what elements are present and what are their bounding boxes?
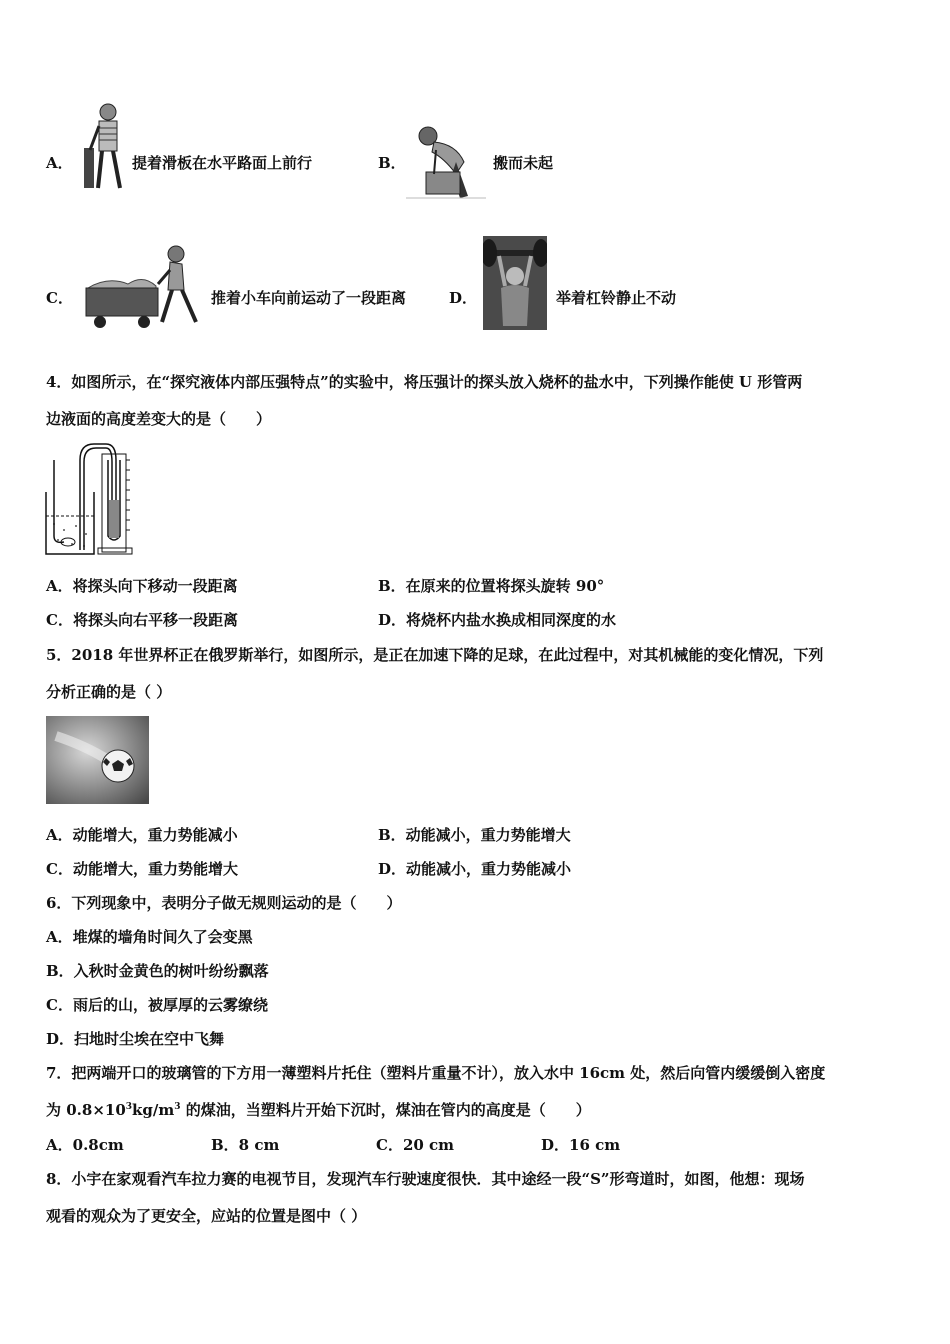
q3-option-a-text: 提着滑板在水平路面上前行 xyxy=(132,154,313,172)
boy-carrying-skateboard-image xyxy=(82,100,132,200)
q4-option-b: B．在原来的位置将探头旋转 90° xyxy=(378,577,605,595)
q3-option-c-letter: C． xyxy=(46,289,73,307)
q3-option-b-letter: B． xyxy=(378,154,406,172)
q4-option-c: C．将探头向右平移一段距离 xyxy=(46,611,238,629)
q3-option-c-text: 推着小车向前运动了一段距离 xyxy=(211,289,407,307)
q5-stem-line2: 分析正确的是（ ） xyxy=(46,683,172,701)
q8-stem-line1: 8．小宇在家观看汽车拉力赛的电视节目，发现汽车行驶速度很快．其中途经一段“S”形弯道时，如图，他想：现场 xyxy=(46,1170,805,1188)
q4-stem-line2: 边液面的高度差变大的是（ ） xyxy=(46,410,272,428)
q7-option-b: B．8 cm xyxy=(211,1136,280,1154)
q7-option-c: C．20 cm xyxy=(376,1136,455,1154)
q6-option-d: D．扫地时尘埃在空中飞舞 xyxy=(46,1030,225,1048)
q3-option-a-letter: A． xyxy=(46,154,73,172)
falling-football-photo xyxy=(46,716,149,804)
q3-option-d-text: 举着杠铃静止不动 xyxy=(556,289,677,307)
q3-option-d-letter: D． xyxy=(449,289,478,307)
q6-option-c: C．雨后的山，被厚厚的云雾缭绕 xyxy=(46,996,268,1014)
boy-pushing-cart-image xyxy=(78,240,208,332)
q7-stem-line2: 为 $0.8\times 10^3kg/m^3$ 的煤油，当塑料片开始下沉时，煤油在管内的高度是（ ） xyxy=(46,1101,591,1119)
woman-lifting-box-image xyxy=(406,122,488,202)
q5-option-b: B．动能减小，重力势能增大 xyxy=(378,826,571,844)
q6-option-b: B．入秋时金黄色的树叶纷纷飘落 xyxy=(46,962,269,980)
q5-option-a: A．动能增大，重力势能减小 xyxy=(46,826,238,844)
q3-option-b-text: 搬而未起 xyxy=(493,154,554,172)
q8-stem-line2: 观看的观众为了更安全，应站的位置是图中（ ） xyxy=(46,1207,367,1225)
q7-option-d: D．16 cm xyxy=(541,1136,621,1154)
q5-stem-line1: 5．2018 年世界杯正在俄罗斯举行，如图所示，是正在加速下降的足球，在此过程中，对其机械能的变化情况，下列 xyxy=(46,646,824,664)
q7-stem-line1: 7．把两端开口的玻璃管的下方用一薄塑料片托住（塑料片重量不计），放入水中 16cm 处，然后向管内缓缓倒入密度 xyxy=(46,1064,826,1082)
q5-option-d: D．动能减小，重力势能减小 xyxy=(378,860,572,878)
q4-option-d: D．将烧杯内盐水换成相同深度的水 xyxy=(378,611,617,629)
q6-option-a: A．堆煤的墙角时间久了会变黑 xyxy=(46,928,253,946)
weightlifter-photo xyxy=(483,236,547,330)
q6-stem: 6．下列现象中，表明分子做无规则运动的是（ ） xyxy=(46,894,402,912)
q5-option-c: C．动能增大，重力势能增大 xyxy=(46,860,238,878)
q4-option-a: A．将探头向下移动一段距离 xyxy=(46,577,238,595)
q4-stem-line1: 4．如图所示，在“探究液体内部压强特点”的实验中，将压强计的探头放入烧杯的盐水中，下列操作能使 U 形管两 xyxy=(46,373,803,391)
pressure-gauge-diagram xyxy=(44,440,144,558)
q7-option-a: A．0.8cm xyxy=(46,1136,124,1154)
